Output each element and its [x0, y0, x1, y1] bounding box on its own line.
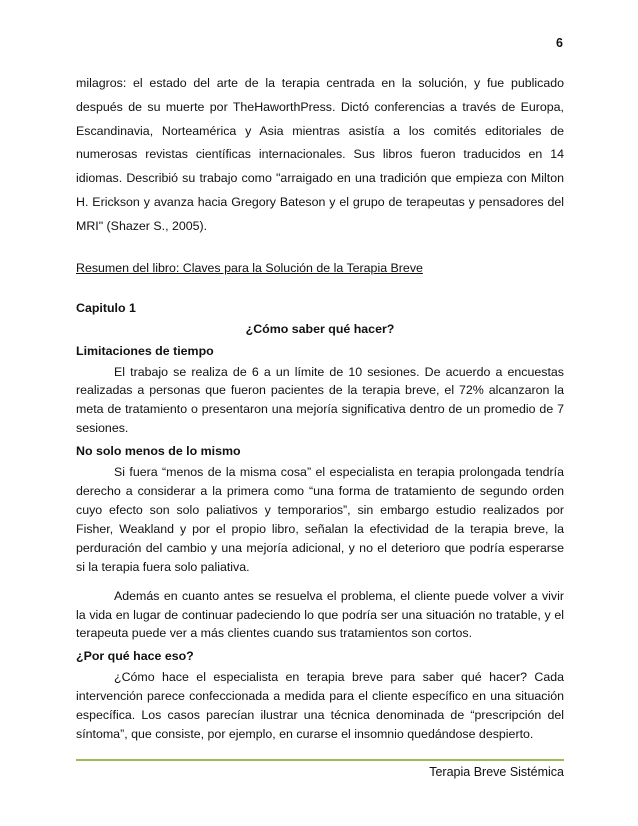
why-do-that-paragraph: ¿Cómo hace el especialista en terapia breve para saber qué hacer? Cada intervención parece confeccionada a medida para el cliente específico en una situación específica. Los casos parecían ilustrar una técnica denominada de “prescripción del síntoma”, que consiste, por ejemplo, en curarse el insomnio quedándose despierto.	[76, 670, 564, 742]
page-body	[76, 72, 564, 744]
section-heading-why-do-that: ¿Por qué hace eso?	[76, 649, 194, 664]
chapter-label: Capitulo 1	[76, 300, 136, 315]
not-less-of-same-paragraph-1: Si fuera “menos de la misma cosa” el especialista en terapia prolongada tendría derecho a considerar a la primera como “una forma de tratamiento de segundo orden cuyo efecto son solo paliativos y temporarios”, sin embargo estudio realizados por Fisher, Weakland y por el propio libro, señalan la efectividad de la terapia breve, la perduración del cambio y una mejoría adicional, y no el deterioro que podría esperarse si la terapia fuera solo paliativa.	[76, 465, 564, 574]
time-limits-paragraph: El trabajo se realiza de 6 a un límite de 10 sesiones. De acuerdo a encuestas realizadas a personas que fueron pacientes de la terapia breve, el 72% alcanzaron la meta de tratamiento o presentaron una mejoría significativa dentro de un promedio de 7 sesiones.	[76, 364, 564, 436]
section-heading-not-less-of-same: No solo menos de lo mismo	[76, 444, 241, 459]
section-heading-time-limits: Limitaciones de tiempo	[76, 343, 214, 358]
page-number: 6	[556, 36, 563, 50]
chapter-title: ¿Cómo saber qué hacer?	[245, 321, 395, 336]
footer-text: Terapia Breve Sistémica	[429, 765, 564, 779]
not-less-of-same-paragraph-2: Además en cuanto antes se resuelva el problema, el cliente puede volver a vivir la vida en lugar de continuar padeciendo lo que podría ser una situación no tratable, y el terapeuta puede ver a más clientes cuando sus tratamientos son cortos.	[76, 588, 564, 641]
footer-rule	[76, 759, 564, 761]
book-summary-link[interactable]: Resumen del libro: Claves para la Solución de la Terapia Breve	[76, 260, 423, 275]
intro-paragraph: milagros: el estado del arte de la terapia centrada en la solución, y fue publicado después de su muerte por TheHaworthPress. Dictó conferencias a través de Europa, Escandinavia, Norteamérica y Asia mientras asistía a los comités editoriales de numerosas revistas científicas internacionales. Sus libros fueron traducidos en 14 idiomas. Describió su trabajo como "arraigado en una tradición que empieza con Milton H. Erickson y avanza hacia Gregory Bateson y el grupo de terapeutas y pensadores del MRI" (Shazer S., 2005).	[76, 76, 564, 233]
